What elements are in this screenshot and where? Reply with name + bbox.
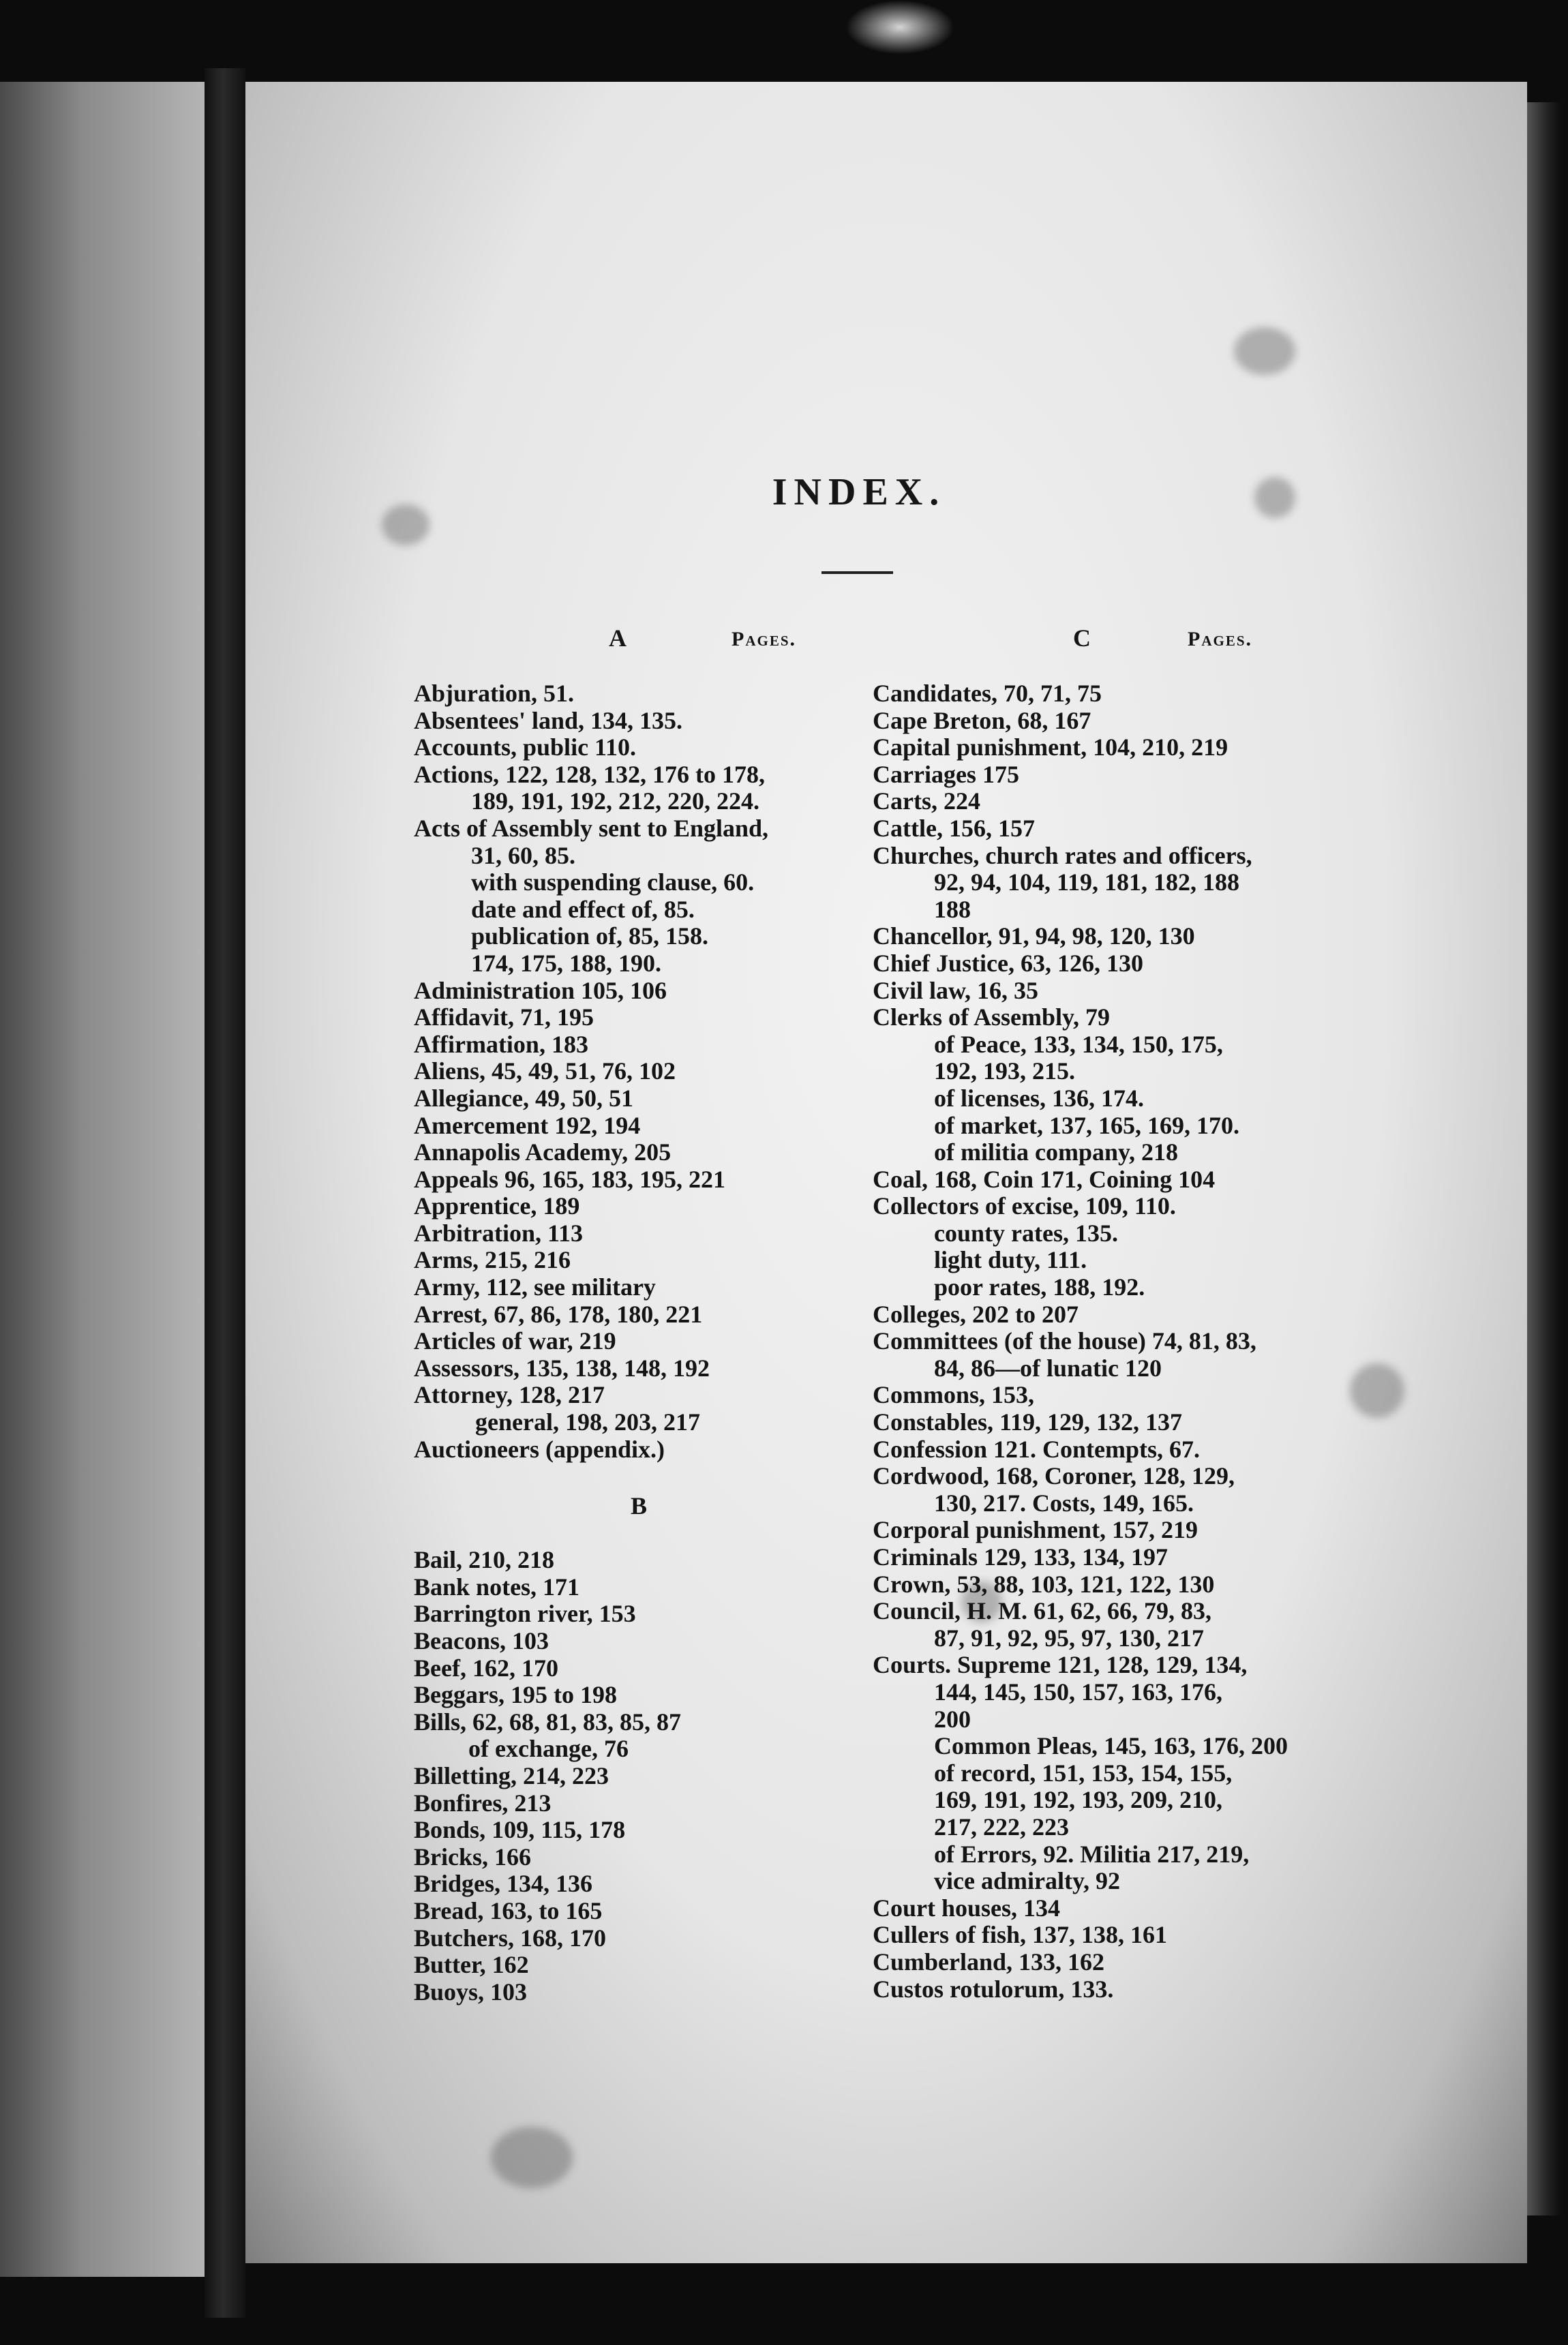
index-entry: light duty, 111.	[934, 1246, 1087, 1274]
index-entry: 192, 193, 215.	[934, 1057, 1075, 1085]
index-entry: 200	[934, 1705, 971, 1733]
index-entry: 130, 217. Costs, 149, 165.	[934, 1489, 1194, 1517]
index-entry: Custos rotulorum, 133.	[873, 1975, 1114, 2003]
index-entry: 84, 86—of lunatic 120	[934, 1354, 1162, 1382]
index-entry: Corporal punishment, 157, 219	[873, 1516, 1198, 1544]
index-entry: Butchers, 168, 170	[414, 1924, 606, 1952]
index-entry: Bread, 163, to 165	[414, 1896, 603, 1924]
index-entry: Articles of war, 219	[414, 1327, 616, 1355]
index-entry: Bonds, 109, 115, 178	[414, 1816, 626, 1844]
index-entry: Clerks of Assembly, 79	[873, 1003, 1111, 1031]
index-entry: Coal, 168, Coin 171, Coining 104	[873, 1165, 1216, 1193]
index-entry: Actions, 122, 128, 132, 176 to 178,	[414, 760, 765, 788]
index-entry: Buoys, 103	[414, 1978, 528, 2006]
index-entry: vice admiralty, 92	[934, 1867, 1120, 1895]
index-entry: of licenses, 136, 174.	[934, 1084, 1144, 1112]
index-entry: Cullers of fish, 137, 138, 161	[873, 1921, 1167, 1949]
section-letter: B	[630, 1492, 647, 1520]
index-entry: Army, 112, see military	[414, 1273, 656, 1301]
index-entry: Colleges, 202 to 207	[873, 1300, 1079, 1328]
section-letter: A	[609, 624, 627, 652]
index-entry: Bills, 62, 68, 81, 83, 85, 87	[414, 1708, 682, 1736]
index-entry: Civil law, 16, 35	[873, 976, 1039, 1004]
index-entry: Appeals 96, 165, 183, 195, 221	[414, 1165, 726, 1193]
index-entry: Auctioneers (appendix.)	[414, 1435, 665, 1463]
index-entry: 188	[934, 895, 971, 923]
index-entry: Affidavit, 71, 195	[414, 1003, 594, 1031]
index-entry: Aliens, 45, 49, 51, 76, 102	[414, 1057, 676, 1085]
pages-label: Pages.	[732, 628, 797, 650]
index-entry: Committees (of the house) 74, 81, 83,	[873, 1327, 1256, 1355]
index-entry: Court houses, 134	[873, 1894, 1061, 1922]
index-entry: Affirmation, 183	[414, 1030, 588, 1058]
index-entry: Cordwood, 168, Coroner, 128, 129,	[873, 1462, 1235, 1490]
index-entry: 174, 175, 188, 190.	[471, 949, 661, 977]
index-entry: Acts of Assembly sent to England,	[414, 814, 769, 842]
index-entry: Abjuration, 51.	[414, 680, 575, 707]
index-entry: Beef, 162, 170	[414, 1654, 558, 1682]
index-entry: Chief Justice, 63, 126, 130	[873, 949, 1143, 977]
facing-page-edge	[0, 82, 205, 2277]
index-entry: Beacons, 103	[414, 1627, 549, 1654]
index-entry: 31, 60, 85.	[471, 841, 575, 869]
foxing-spot	[382, 504, 429, 545]
index-entry: Constables, 119, 129, 132, 137	[873, 1408, 1183, 1436]
index-entry: poor rates, 188, 192.	[934, 1273, 1145, 1301]
page-title: INDEX.	[772, 471, 946, 513]
foxing-spot	[1350, 1363, 1404, 1418]
index-entry: Annapolis Academy, 205	[414, 1138, 672, 1166]
page-edge-shadow	[1527, 102, 1561, 2215]
index-entry: Assessors, 135, 138, 148, 192	[414, 1354, 710, 1382]
foxing-spot	[491, 2127, 573, 2188]
index-entry: Candidates, 70, 71, 75	[873, 680, 1102, 707]
index-entry: of militia company, 218	[934, 1138, 1178, 1166]
index-entry: Amercement 192, 194	[414, 1111, 641, 1139]
index-entry: Capital punishment, 104, 210, 219	[873, 733, 1228, 761]
index-entry: Confession 121. Contempts, 67.	[873, 1435, 1201, 1463]
index-entry: date and effect of, 85.	[471, 895, 695, 923]
index-entry: Billetting, 214, 223	[414, 1761, 609, 1789]
section-letter: C	[1073, 624, 1091, 652]
index-entry: Administration 105, 106	[414, 976, 667, 1004]
index-entry: of record, 151, 153, 154, 155,	[934, 1759, 1233, 1787]
index-entry: Chancellor, 91, 94, 98, 120, 130	[873, 922, 1195, 950]
index-column-right	[873, 680, 1323, 2003]
index-entry: Council, H. M. 61, 62, 66, 79, 83,	[873, 1597, 1212, 1625]
pages-label: Pages.	[1188, 628, 1253, 650]
index-entry: with suspending clause, 60.	[471, 868, 755, 896]
index-column-left	[414, 680, 864, 2006]
index-entry: Barrington river, 153	[414, 1600, 636, 1628]
index-entry: Beggars, 195 to 198	[414, 1681, 617, 1709]
title-rule	[821, 571, 893, 574]
index-entry: general, 198, 203, 217	[475, 1408, 700, 1436]
index-entry: Criminals 129, 133, 134, 197	[873, 1543, 1169, 1571]
index-entry: Common Pleas, 145, 163, 176, 200	[934, 1732, 1288, 1760]
book-gutter	[205, 68, 245, 2318]
index-entry: Arbitration, 113	[414, 1219, 583, 1247]
index-entry: Butter, 162	[414, 1951, 529, 1979]
index-entry: Carriages 175	[873, 760, 1019, 788]
index-entry: Courts. Supreme 121, 128, 129, 134,	[873, 1651, 1248, 1679]
index-entry: of Peace, 133, 134, 150, 175,	[934, 1030, 1223, 1058]
index-entry: Accounts, public 110.	[414, 733, 637, 761]
index-entry: Cattle, 156, 157	[873, 814, 1035, 842]
index-entry: of market, 137, 165, 169, 170.	[934, 1111, 1239, 1139]
index-entry: Bricks, 166	[414, 1843, 532, 1871]
index-entry: Collectors of excise, 109, 110.	[873, 1192, 1176, 1220]
index-entry: Carts, 224	[873, 787, 980, 815]
index-entry: Bridges, 134, 136	[414, 1870, 593, 1898]
foxing-spot	[1234, 327, 1295, 375]
index-entry: 189, 191, 192, 212, 220, 224.	[471, 787, 759, 815]
index-entry: publication of, 85, 158.	[471, 922, 709, 950]
index-entry: 144, 145, 150, 157, 163, 176,	[934, 1678, 1222, 1706]
index-entry: 217, 222, 223	[934, 1813, 1069, 1841]
index-entry: Bail, 210, 218	[414, 1546, 555, 1574]
index-entry: Churches, church rates and officers,	[873, 841, 1252, 869]
index-entry: Arrest, 67, 86, 178, 180, 221	[414, 1300, 703, 1328]
column-header-left	[0, 624, 1568, 658]
index-entry: Allegiance, 49, 50, 51	[414, 1084, 633, 1112]
index-entry: Attorney, 128, 217	[414, 1381, 605, 1409]
index-entry: Cape Breton, 68, 167	[873, 706, 1091, 734]
index-entry: Bank notes, 171	[414, 1573, 580, 1601]
index-entry: 92, 94, 104, 119, 181, 182, 188	[934, 868, 1240, 896]
index-entry: of exchange, 76	[468, 1735, 629, 1763]
index-entry: county rates, 135.	[934, 1219, 1118, 1247]
index-entry: of Errors, 92. Militia 217, 219,	[934, 1840, 1250, 1868]
index-entry: Arms, 215, 216	[414, 1246, 571, 1274]
index-entry: Commons, 153,	[873, 1381, 1035, 1409]
foxing-spot	[1254, 477, 1295, 518]
index-entry: Bonfires, 213	[414, 1789, 552, 1817]
top-smudge	[845, 0, 954, 55]
index-entry: 169, 191, 192, 193, 209, 210,	[934, 1786, 1222, 1814]
index-entry: Cumberland, 133, 162	[873, 1948, 1105, 1976]
index-entry: Apprentice, 189	[414, 1192, 580, 1220]
index-entry: 87, 91, 92, 95, 97, 130, 217	[934, 1624, 1204, 1652]
section-gap	[414, 1463, 864, 1493]
index-entry: Crown, 53, 88, 103, 121, 122, 130	[873, 1570, 1215, 1598]
index-entry: Absentees' land, 134, 135.	[414, 706, 683, 734]
